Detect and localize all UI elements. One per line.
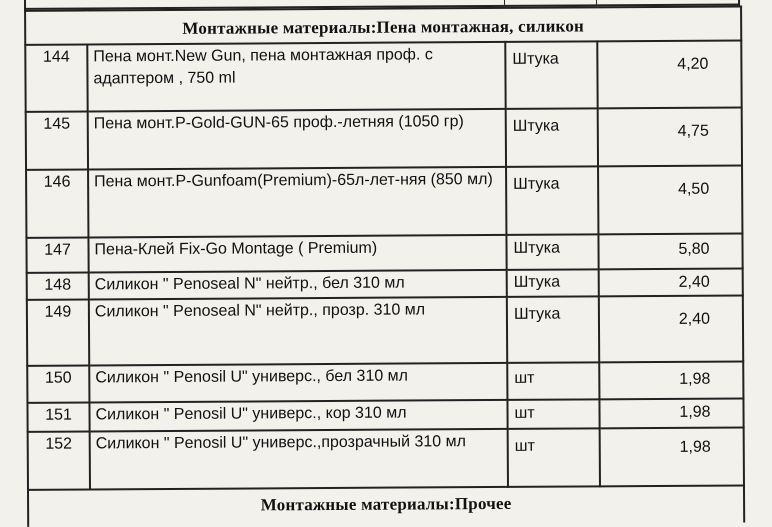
unit: Штука (507, 296, 599, 363)
price-table (24, 5, 745, 526)
column-divider (596, 0, 597, 4)
section-title: Монтажные материалы:Пена монтажная, силикон (25, 6, 741, 44)
price: 4,20 (597, 40, 741, 108)
price: 2,40 (599, 268, 743, 296)
row-number: 149 (27, 299, 89, 365)
price: 5,80 (598, 233, 742, 269)
price: 1,98 (599, 398, 743, 428)
row-number: 147 (26, 237, 88, 272)
unit: Штука (507, 269, 599, 297)
section-title: Монтажные материалы:Прочее (28, 485, 744, 526)
product-name: Силикон " Penosil U" универс.,прозрачный 310 мл (90, 429, 508, 490)
product-name: Силикон " Penoseal N" нейтр., бел 310 мл (89, 270, 507, 300)
table-row (25, 40, 741, 111)
table-row (26, 107, 742, 169)
row-number: 151 (27, 402, 89, 431)
row-number: 146 (26, 169, 88, 237)
unit: Штука (506, 234, 598, 270)
product-name: Пена монт.New Gun, пена монтажная проф. с адаптером , 750 ml (87, 42, 505, 112)
product-name: Пена монт.P-Gold-GUN-65 проф.-летняя (1050 гр) (88, 109, 506, 170)
product-name: Пена-Клей Fix-Go Montage ( Premium) (88, 235, 506, 273)
price: 4,50 (598, 165, 742, 234)
table-row (27, 295, 743, 365)
unit: Штука (505, 41, 597, 109)
price: 2,40 (599, 295, 743, 362)
table-row (26, 233, 742, 272)
table-row (27, 361, 743, 402)
unit: Штука (506, 108, 598, 167)
section-header-other (28, 485, 744, 526)
row-number: 150 (27, 365, 89, 402)
unit: шт (507, 399, 599, 429)
price: 1,98 (600, 427, 744, 486)
price: 1,98 (599, 361, 743, 399)
product-name: Силикон " Penosil U" универс., кор 310 мл (89, 400, 507, 432)
product-name: Силикон " Penosil U" универс., бел 310 мл (89, 363, 507, 403)
section-header-foam-silicone (25, 6, 741, 44)
row-number: 144 (25, 44, 87, 111)
unit: шт (508, 428, 600, 487)
product-name: Пена монт.P-Gunfoam(Premium)-65л-лет-няя (850 мл) (88, 167, 506, 238)
product-name: Силикон " Penoseal N" нейтр., прозр. 310 мл (89, 297, 507, 366)
price: 4,75 (598, 107, 742, 166)
unit: шт (507, 362, 599, 400)
table-row (28, 427, 744, 489)
table-row (27, 398, 743, 431)
unit: Штука (506, 166, 598, 235)
row-number: 145 (26, 111, 88, 169)
table-row (26, 165, 742, 237)
row-number: 152 (28, 431, 90, 489)
column-divider (504, 0, 505, 5)
row-number: 148 (27, 272, 89, 299)
